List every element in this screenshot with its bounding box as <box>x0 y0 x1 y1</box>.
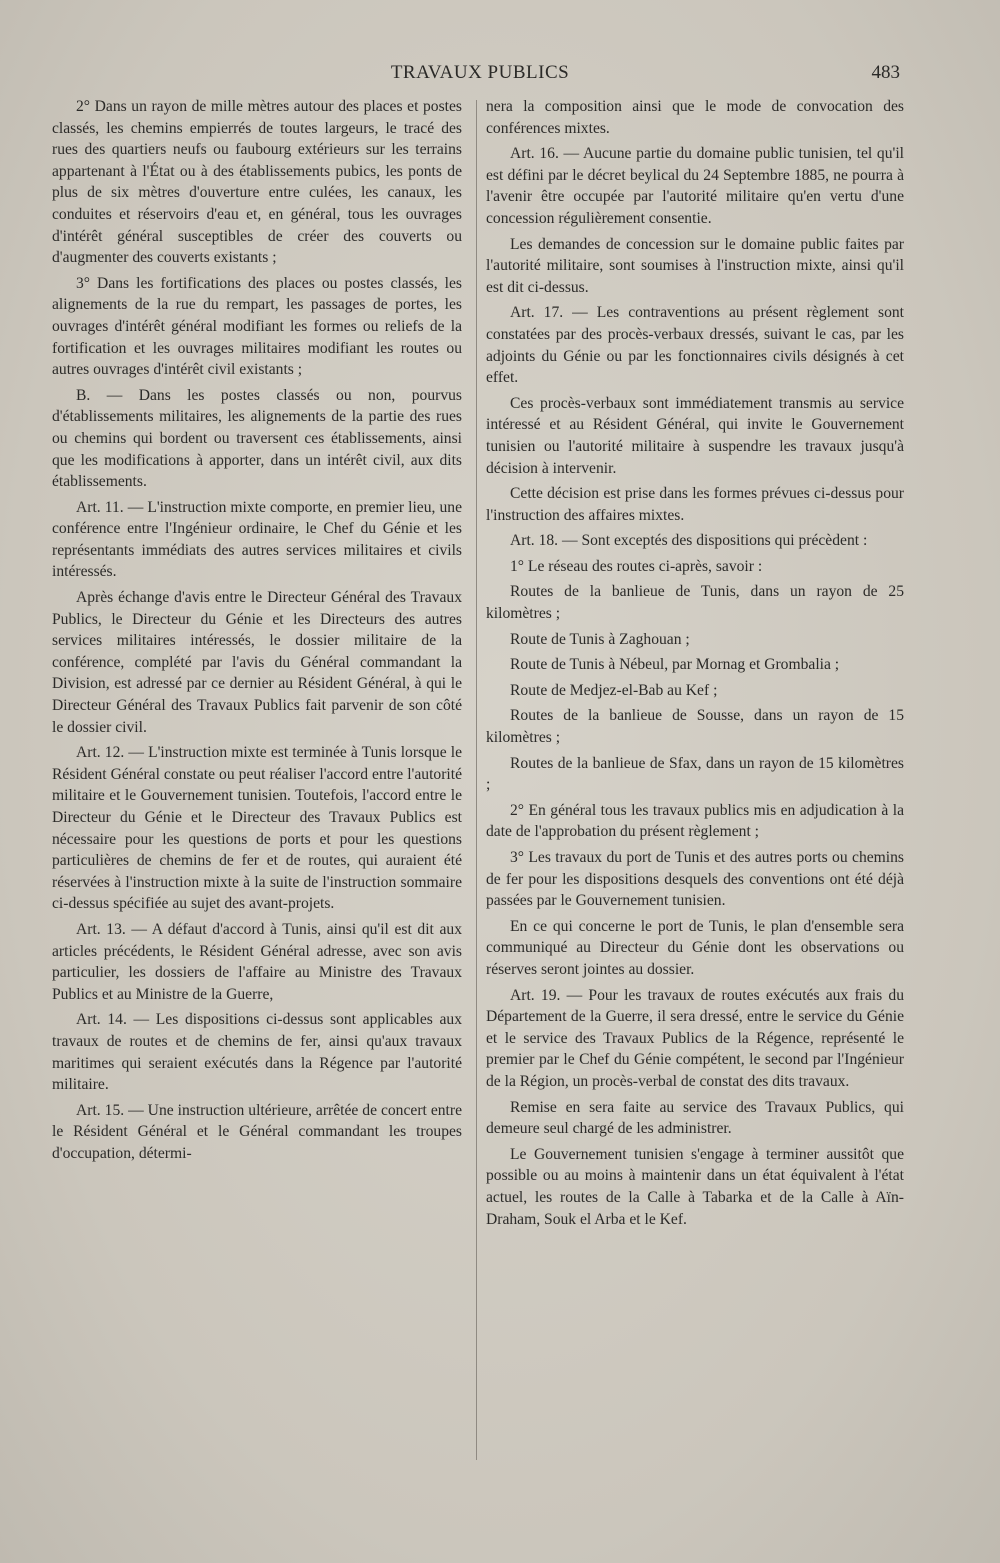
paragraph: Art. 11. — L'instruction mixte comporte, en premier lieu, une conférence entre l'Ingénieur ordinaire, le Chef du Génie et les représentants immédiats des autres services militaires et civils intéressés. <box>52 498 462 581</box>
paragraph: Cette décision est prise dans les formes prévues ci-dessus pour l'instruction des affaires mixtes. <box>486 485 904 524</box>
paragraph: 2° Dans un rayon de mille mètres autour des places et postes classés, les chemins empierrés de toutes largeurs, le tracé des rues des quartiers neufs ou faubourg extérieurs sur les terrains appartenant à l'État ou à des établissements pubics, les ponts de plus de six mètres d'ouverture entre culées, les canaux, les conduites et réservoirs d'eau et, en général, tous les ouvrages d'intérêt général susceptibles de créer des couverts ou d'augmenter des couverts existants ; <box>52 98 462 267</box>
paragraph: Routes de la banlieue de Tunis, dans un rayon de 25 kilomètres ; <box>486 583 904 623</box>
column-divider <box>476 100 477 1460</box>
paragraph: 1° Le réseau des routes ci-après, savoir : <box>510 557 763 575</box>
paragraph: Après échange d'avis entre le Directeur Général des Travaux Publics, le Directeur du Génie et les Directeurs des autres services militaires intéressés, le dossier militaire de la conférence, complété par l'avis du Général commandant la Division, est adressé par ce dernier au Résident Général, à qui le Directeur Général des Travaux Publics fait parvenir de son côté le dossier civil. <box>52 589 462 736</box>
paragraph: 3° Les travaux du port de Tunis et des autres ports ou chemins de fer pour les dispositions desquels des conventions ont été déjà passées par le Gouvernement tunisien. <box>486 849 904 910</box>
paragraph: Art. 16. — Aucune partie du domaine public tunisien, tel qu'il est défini par le décret beylical du 24 Septembre 1885, ne pourra à l'avenir être occupée par l'autorité militaire qu'en vertu d'une concession régulièrement consentie. <box>486 145 904 227</box>
paragraph: Routes de la banlieue de Sfax, dans un rayon de 15 kilomètres ; <box>486 754 904 794</box>
paragraph: Art. 17. — Les contraventions au présent règlement sont constatées par des procès-verbaux dressés, suivant le cas, par les adjoints du Génie ou par les fonctionnaires civils désignés à cet effet. <box>486 304 904 387</box>
paragraph: nera la composition ainsi que le mode de convocation des conférences mixtes. <box>486 98 904 137</box>
running-header: TRAVAUX PUBLICS <box>390 62 570 83</box>
paragraph: Art. 12. — L'instruction mixte est terminée à Tunis lorsque le Résident Général constate ou peut réaliser l'accord entre l'autorité militaire et le Gouvernement tunisien. Toutefois, l'accord entre le Directeur du Génie et le Directeur des Travaux Publics est nécessaire pour les questions de ports et pour les questions particulières de chemins de fer et de routes, qui auraient été réservées à l'instruction mixte à la suite de l'instruction sommaire ci-dessus spécifiée au sujet des avant-projets. <box>52 744 462 913</box>
paragraph: Art. 19. — Pour les travaux de routes exécutés aux frais du Département de la Guerre, il sera dressé, entre le service du Génie et le service des Travaux Publics de la Régence, représenté le premier par le Chef du Génie compétent, le second par l'Ingénieur de la Région, un procès-verbal de constat des dits travaux. <box>486 986 904 1090</box>
paragraph: Les demandes de concession sur le domaine public faites par l'autorité militaire, sont soumises à l'instruction mixte, ainsi qu'il est dit ci-dessus. <box>486 235 904 296</box>
paragraph: Remise en sera faite au service des Travaux Publics, qui demeure seul chargé de les administrer. <box>486 1098 904 1138</box>
left-column <box>52 96 462 1169</box>
paragraph: Ces procès-verbaux sont immédiatement transmis au service intéressé et au Résident Général, qui invite le Gouvernement tunisien ou l'autorité militaire à suspendre les travaux jusqu'à décision à intervenir. <box>486 394 904 477</box>
paragraph: Le Gouvernement tunisien s'engage à terminer aussitôt que possible ou au moins à maintenir dans un état équivalent à l'état actuel, les routes de la Calle à Tabarka et de la Calle à Aïn-Draham, Souk el Arba et le Kef. <box>486 1145 904 1228</box>
paragraph: Route de Tunis à Nébeul, par Mornag et Grombalia ; <box>510 656 840 674</box>
paragraph: Art. 15. — Une instruction ultérieure, arrêtée de concert entre le Résident Général et le Général commandant les troupes d'occupation, détermi- <box>52 1101 462 1162</box>
paragraph: 2° En général tous les travaux publics mis en adjudication à la date de l'approbation du présent règlement ; <box>486 801 904 841</box>
paragraph: En ce qui concerne le port de Tunis, le plan d'ensemble sera communiqué au Directeur du Génie dont les observations ou réserves seront jointes au dossier. <box>486 917 904 978</box>
paragraph: B. — Dans les postes classés ou non, pourvus d'établissements militaires, les alignements de la partie des rues ou chemins qui bordent ou traversent ces établissements, ainsi que les modifications à apporter, dans un intérêt civil, aux dits établissements. <box>52 386 462 491</box>
right-column <box>486 96 904 1234</box>
paragraph: Routes de la banlieue de Sousse, dans un rayon de 15 kilomètres ; <box>486 707 904 747</box>
paragraph: Art. 13. — A défaut d'accord à Tunis, ainsi qu'il est dit aux articles précédents, le Résident Général adresse, avec son avis particulier, les dossiers de l'affaire au Ministre des Travaux Publics et au Ministre de la Guerre, <box>52 920 462 1003</box>
paragraph: Art. 18. — Sont exceptés des dispositions qui précèdent : <box>510 532 868 550</box>
paragraph: Art. 14. — Les dispositions ci-dessus sont applicables aux travaux de routes et de chemins de fer, ainsi qu'aux travaux maritimes qui seraient exécutés dans la Régence par l'autorité militaire. <box>52 1011 462 1094</box>
paragraph: Route de Medjez-el-Bab au Kef ; <box>510 681 718 699</box>
paragraph: 3° Dans les fortifications des places ou postes classés, les alignements de la rue du rempart, les passages de portes, les ouvrages d'intérêt général modifiant les formes ou reliefs de la fortification et les ouvrages militaires modifiant les routes ou autres ouvrages d'intérêt civil existants ; <box>52 274 462 379</box>
paragraph: Route de Tunis à Zaghouan ; <box>510 630 690 648</box>
page-number: 483 <box>871 62 900 83</box>
